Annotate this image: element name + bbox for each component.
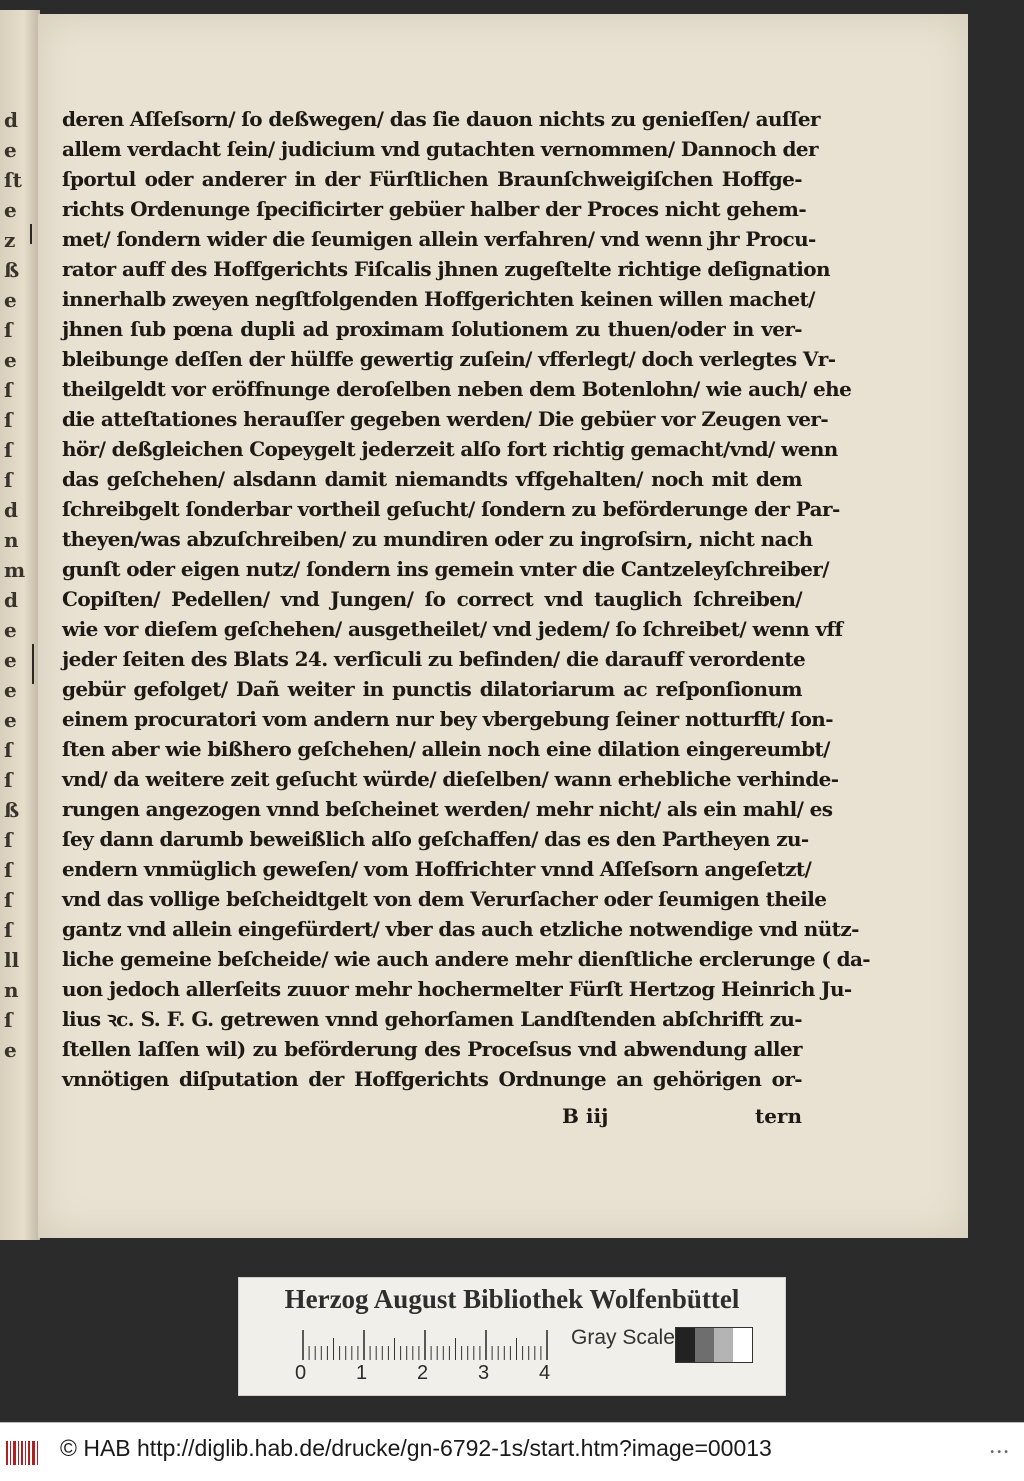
prev-page-fragment: ſ [4, 888, 13, 912]
prev-page-fragment: ſt [4, 168, 22, 192]
barcode-bar [21, 1441, 23, 1465]
text-line: das geſchehen/ alsdann damit niemandts vffgehalten/ noch mit dem [62, 467, 802, 491]
barcode-icon[interactable] [6, 1441, 42, 1465]
menu-dots-icon[interactable]: ••• [989, 1447, 1010, 1458]
prev-page-fragment: e [4, 678, 17, 702]
prev-page-fragment: d [4, 108, 18, 132]
page-footer [62, 1104, 802, 1134]
prev-page-fragment: ſ [4, 828, 13, 852]
prev-page-fragment: ſ [4, 318, 13, 342]
prev-page-fragment: m [4, 558, 26, 582]
text-line: met/ ſondern wider die ſeumigen allein verfahren/ vnd wenn jhr Procu- [62, 227, 816, 251]
text-line: liche gemeine beſcheide/ wie auch andere mehr dienſtliche erclerunge ( da- [62, 947, 871, 971]
text-line: hör/ deßgleichen Copeygelt jederzeit alſo fort richtig gemacht/vnd/ wenn [62, 437, 838, 461]
text-line: vnd/ da weitere zeit geſucht würde/ dieſelben/ wann erhebliche verhinde- [62, 767, 839, 791]
text-line: wie vor dieſem geſchehen/ ausgetheilet/ vnd jedem/ ſo ſchreibet/ wenn vff [62, 617, 843, 641]
text-line: allem verdacht ſein/ judicium vnd gutachten vernommen/ Dannoch der [62, 137, 818, 161]
barcode-bar [6, 1441, 8, 1465]
library-label-card [238, 1277, 786, 1396]
prev-page-fragment: e [4, 138, 17, 162]
text-line: ſchreibgelt ſonderbar vortheil geſucht/ ſondern zu beförderunge der Par- [62, 497, 840, 521]
text-line: gunſt oder eigen nutz/ ſondern ins gemein vnter die Cantzeleyſchreiber/ [62, 557, 829, 581]
prev-page-fragment: ſ [4, 918, 13, 942]
barcode-bar [18, 1441, 19, 1465]
gray-swatch [733, 1328, 752, 1362]
prev-page-fragment: ſ [4, 438, 13, 462]
gray-scale-swatches [675, 1327, 753, 1363]
prev-page-fragment: d [4, 498, 18, 522]
copyright-link[interactable]: © HAB http://diglib.hab.de/drucke/gn-6792-1s/start.htm?image=00013 [60, 1435, 772, 1461]
catchword: tern [754, 1104, 802, 1128]
text-line: Copiſten/ Pedellen/ vnd Jungen/ ſo correct vnd tauglich ſchreiben/ [62, 587, 802, 611]
ruler-number: 4 [539, 1362, 551, 1384]
ruler-number: 3 [478, 1362, 490, 1384]
ruler-number: 2 [417, 1362, 429, 1384]
text-line: gebür gefolget/ Dañ weiter in punctis dilatoriarum ac reſponſionum [62, 677, 802, 701]
ruler-number: 0 [295, 1362, 307, 1384]
text-line: vnd das vollige beſcheidtgelt von dem Verurſacher oder ſeumigen theile [62, 887, 827, 911]
prev-page-fragment: n [4, 978, 19, 1002]
barcode-bar [37, 1441, 38, 1465]
text-line: rator auff des Hoffgerichts Fiſcalis jhnen zugeſtelte richtige deſignation [62, 257, 830, 281]
text-line: lius ꝛc. S. F. G. getrewen vnnd gehorſamen Landſtenden abſchrifft zu- [62, 1007, 802, 1031]
text-line: jhnen ſub pœna dupli ad proximam ſolutionem zu thuen/oder in ver- [62, 317, 802, 341]
prev-page-fragment: ſ [4, 408, 13, 432]
ruler-numbers [295, 1362, 595, 1386]
prev-page-fragment: ll [4, 948, 20, 972]
text-line: richts Ordenunge ſpecificirter gebüer halber der Proces nicht gehem- [62, 197, 807, 221]
text-line: die atteſtationes herauſſer gegeben werden/ Die gebüer vor Zeugen ver- [62, 407, 829, 431]
text-line: ſey dann darumb beweißlich alſo geſchaffen/ das es den Partheyen zu- [62, 827, 809, 851]
scanned-page [38, 14, 968, 1238]
barcode-bar [32, 1441, 35, 1465]
status-bar [0, 1422, 1024, 1481]
margin-mark [32, 644, 34, 684]
prev-page-fragment: ß [4, 798, 20, 822]
text-line: ſtellen laſſen wil) zu beförderung des Proceſsus vnd abwendung aller [62, 1037, 802, 1061]
text-line: bleibunge deſſen der hülffe gewertig zuſein/ vfferlegt/ doch verlegtes Vr- [62, 347, 836, 371]
margin-mark [30, 224, 32, 244]
prev-page-fragment: e [4, 618, 17, 642]
previous-page-edge [0, 10, 40, 1240]
prev-page-fragment: e [4, 708, 17, 732]
prev-page-fragment: ſ [4, 468, 13, 492]
library-name: Herzog August Bibliothek Wolfenbüttel [284, 1284, 740, 1314]
text-line: gantz vnd allein eingefürdert/ vber das auch etzliche notwendige vnd nütz- [62, 917, 859, 941]
prev-page-fragment: ſ [4, 378, 13, 402]
gray-scale-label: Gray Scale [571, 1326, 675, 1349]
prev-page-fragment: ſ [4, 858, 13, 882]
prev-page-fragment: e [4, 288, 17, 312]
text-line: rungen angezogen vnnd beſcheinet werden/ mehr nicht/ als ein mahl/ es [62, 797, 833, 821]
ruler-scale [301, 1328, 551, 1360]
text-line: vnnötigen diſputation der Hoffgerichts Ordnunge an gehörigen or- [62, 1067, 802, 1091]
signature-mark: B iij [562, 1104, 609, 1128]
gray-swatch [695, 1328, 714, 1362]
barcode-bar [13, 1441, 16, 1465]
prev-page-fragment: ß [4, 258, 20, 282]
prev-page-fragment: n [4, 528, 19, 552]
ruler-number: 1 [356, 1362, 368, 1384]
barcode-bar [25, 1441, 26, 1465]
text-line: deren Aſſeſsorn/ ſo deßwegen/ das ſie dauon nichts zu genieſſen/ auſſer [62, 107, 820, 131]
text-line: einem procuratori vom andern nur bey vbergebung ſeiner notturfft/ ſon- [62, 707, 833, 731]
text-line: jeder ſeiten des Blats 24. verſiculi zu befinden/ die darauff verordente [62, 647, 806, 671]
text-line: innerhalb zweyen negſtfolgenden Hoffgerichten keinen willen machet/ [62, 287, 815, 311]
prev-page-fragment: ſ [4, 738, 13, 762]
barcode-bar [10, 1441, 11, 1465]
prev-page-fragment: d [4, 588, 18, 612]
text-line: ſportul oder anderer in der Fürſtlichen Braunſchweigiſchen Hoffge- [62, 167, 802, 191]
text-line: theilgeldt vor eröffnunge deroſelben neben dem Botenlohn/ wie auch/ ehe [62, 377, 852, 401]
gray-swatch [676, 1328, 695, 1362]
prev-page-fragment: ſ [4, 768, 13, 792]
text-line: theyen/was abzuſchreiben/ zu mundiren oder zu ingroſsirn, nicht nach [62, 527, 813, 551]
gray-swatch [714, 1328, 733, 1362]
prev-page-fragment: ſ [4, 1008, 13, 1032]
prev-page-fragment: e [4, 198, 17, 222]
page-text [62, 104, 871, 1094]
text-line: ſten aber wie bißhero geſchehen/ allein noch eine dilation eingereumbt/ [62, 737, 830, 761]
text-line: uon jedoch allerſeits zuuor mehr hochermelter Fürſt Hertzog Heinrich Ju- [62, 977, 852, 1001]
text-line: endern vnmüglich geweſen/ vom Hoffrichter vnnd Aſſeſsorn angeſetzt/ [62, 857, 812, 881]
prev-page-fragment: z [4, 228, 16, 252]
prev-page-fragment: e [4, 648, 17, 672]
barcode-bar [28, 1441, 30, 1465]
prev-page-fragment: e [4, 1038, 17, 1062]
prev-page-fragment: e [4, 348, 17, 372]
